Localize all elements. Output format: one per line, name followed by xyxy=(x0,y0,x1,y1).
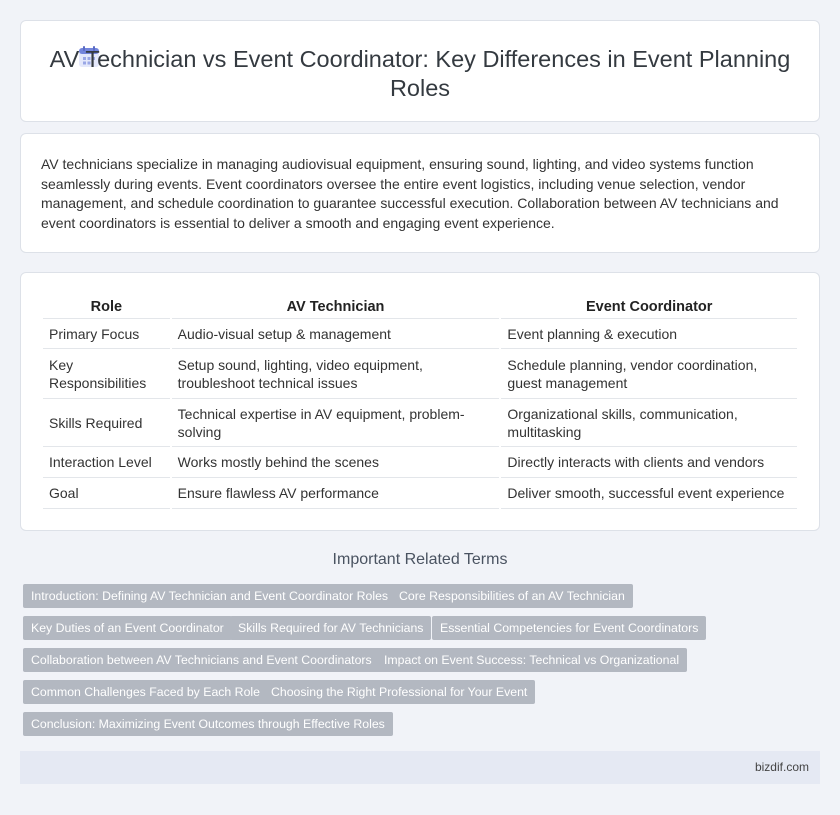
related-term-tag[interactable]: Conclusion: Maximizing Event Outcomes through Effective Roles xyxy=(23,712,393,736)
table-cell: Organizational skills, communication, multitasking xyxy=(501,399,797,447)
related-term-tag[interactable]: Collaboration between AV Technicians and Event Coordinators xyxy=(23,648,380,672)
table-cell: Goal xyxy=(43,478,170,509)
table-cell: Event planning & execution xyxy=(501,319,797,349)
table-cell: Skills Required xyxy=(43,399,170,447)
related-term-tag[interactable]: Introduction: Defining AV Technician and Event Coordinator Roles xyxy=(23,584,396,608)
comparison-table-card xyxy=(20,272,820,531)
related-term-tag[interactable]: Skills Required for AV Technicians xyxy=(230,616,431,640)
column-header-role: Role xyxy=(43,295,170,319)
table-row xyxy=(43,447,797,478)
column-header-av-technician: AV Technician xyxy=(172,295,500,319)
table-cell: Interaction Level xyxy=(43,447,170,478)
table-cell: Technical expertise in AV equipment, problem-solving xyxy=(172,399,500,447)
table-cell: Works mostly behind the scenes xyxy=(172,447,500,478)
related-terms-heading: Important Related Terms xyxy=(332,551,508,568)
footer-bar xyxy=(20,751,820,784)
related-term-tag[interactable]: Essential Competencies for Event Coordinators xyxy=(432,616,706,640)
page-title: AV Technician vs Event Coordinator: Key Differences in Event Planning Roles xyxy=(49,46,791,101)
related-term-tag[interactable]: Choosing the Right Professional for Your Event xyxy=(263,680,535,704)
table-cell: Ensure flawless AV performance xyxy=(172,478,500,509)
table-header-row xyxy=(43,295,797,319)
table-cell: Setup sound, lighting, video equipment, troubleshoot technical issues xyxy=(172,349,500,399)
related-term-tag[interactable]: Key Duties of an Event Coordinator xyxy=(23,616,232,640)
column-header-event-coordinator: Event Coordinator xyxy=(501,295,797,319)
table-row xyxy=(43,349,797,399)
comparison-table xyxy=(41,295,799,509)
table-cell: Schedule planning, vendor coordination, guest management xyxy=(501,349,797,399)
table-cell: Directly interacts with clients and vendors xyxy=(501,447,797,478)
footer-site-link[interactable]: bizdif.com xyxy=(754,760,809,774)
related-term-tag[interactable]: Common Challenges Faced by Each Role xyxy=(23,680,268,704)
intro-card xyxy=(20,133,820,253)
related-term-tag[interactable]: Impact on Event Success: Technical vs Organizational xyxy=(376,648,687,672)
related-term-tag[interactable]: Core Responsibilities of an AV Technician xyxy=(391,584,633,608)
intro-paragraph: AV technicians specialize in managing audiovisual equipment, ensuring sound, lighting, and video systems function seamlessly during events. Event coordinators oversee the entire event logistics, including venue selection, vendor management, and schedule coordination to guarantee successful execution. Collaboration between AV technicians and event coordinators is essential to deliver a smooth and engaging event experience. xyxy=(41,156,779,231)
table-cell: Key Responsibilities xyxy=(43,349,170,399)
table-row xyxy=(43,399,797,447)
table-row xyxy=(43,319,797,349)
table-cell: Primary Focus xyxy=(43,319,170,349)
header-card xyxy=(20,20,820,122)
table-cell: Audio-visual setup & management xyxy=(172,319,500,349)
table-cell: Deliver smooth, successful event experience xyxy=(501,478,797,509)
table-row xyxy=(43,478,797,509)
